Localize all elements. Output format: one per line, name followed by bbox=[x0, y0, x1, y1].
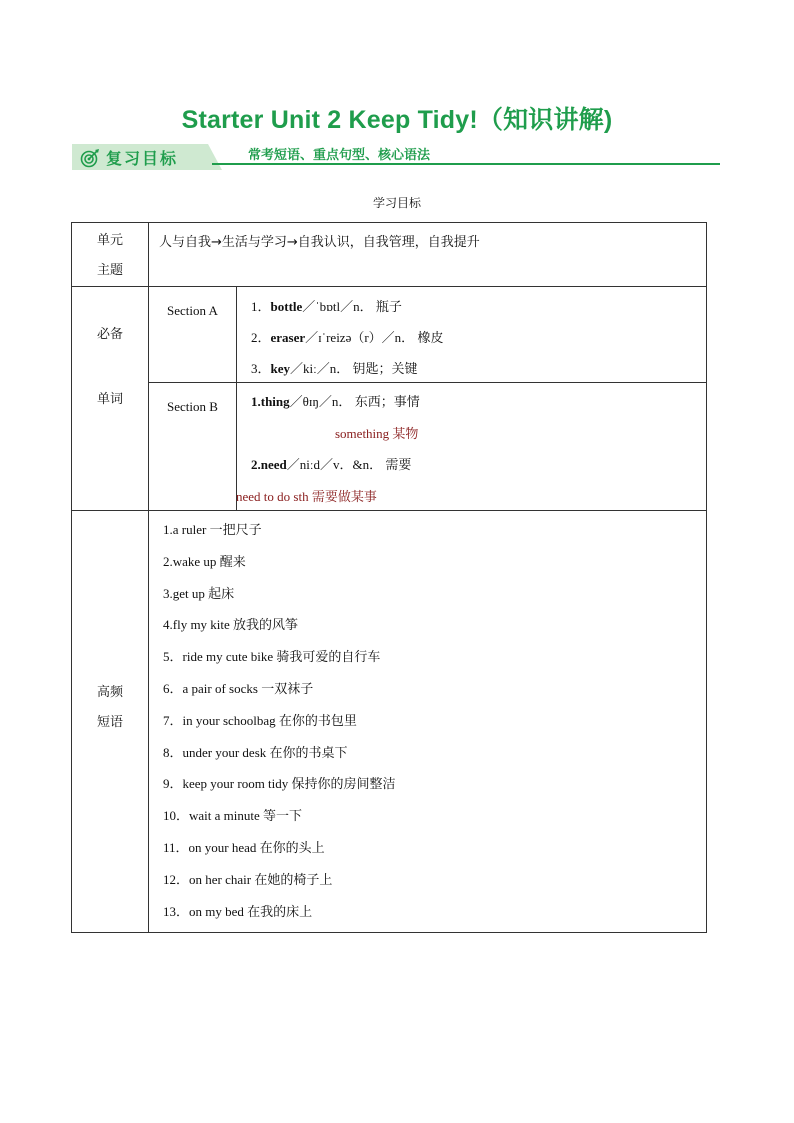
phrase-item: 2.wake up 醒来 bbox=[163, 553, 246, 570]
phrase-item: 12．on her chair 在她的椅子上 bbox=[163, 871, 333, 888]
word-entry-eraser: 2．eraser／ɪˈreizə（r）／n． 橡皮 bbox=[251, 330, 444, 346]
theme-text: 人与自我→生活与学习→自我认识，自我管理，自我提升 bbox=[149, 223, 707, 287]
banner-divider bbox=[212, 163, 720, 165]
section-a-row bbox=[72, 287, 707, 383]
phrase-item: 3.get up 起床 bbox=[163, 585, 235, 602]
phrase-item: 1.a ruler 一把尺子 bbox=[163, 522, 262, 538]
page-title: Starter Unit 2 Keep Tidy!（知识讲解) bbox=[181, 106, 613, 134]
table-caption: 学习目标 bbox=[372, 196, 421, 210]
phrases-row bbox=[72, 511, 707, 933]
word-entry-need: 2.need／niːd／v．&n． 需要 bbox=[251, 457, 412, 473]
theme-label-line1: 单元 bbox=[96, 233, 123, 248]
section-a-words bbox=[237, 287, 707, 383]
words-label-part2: 单词 bbox=[96, 391, 123, 407]
review-goals-banner bbox=[72, 144, 720, 172]
learning-goals-table bbox=[71, 222, 707, 933]
extra-need-to-do-sth: need to do sth 需要做某事 bbox=[236, 489, 377, 505]
phrases-list bbox=[149, 511, 707, 933]
phrases-label-line2: 短语 bbox=[96, 714, 123, 730]
extra-something: something 某物 bbox=[335, 426, 419, 442]
theme-label-cell bbox=[72, 223, 149, 287]
phrase-item: 9．keep your room tidy 保持你的房间整洁 bbox=[163, 776, 396, 793]
phrases-label-cell bbox=[72, 511, 149, 933]
phrase-item: 6．a pair of socks 一双袜子 bbox=[163, 680, 314, 697]
section-b-label: Section B bbox=[149, 383, 237, 511]
words-label-bottom bbox=[72, 383, 149, 511]
banner-label: 复习目标 bbox=[106, 149, 179, 168]
phrase-item: 4.fly my kite 放我的风筝 bbox=[163, 617, 299, 634]
phrase-item: 10．wait a minute 等一下 bbox=[163, 808, 303, 825]
words-label-part1: 必备 bbox=[96, 326, 123, 342]
section-a-label: Section A bbox=[149, 287, 237, 383]
phrase-item: 11．on your head 在你的头上 bbox=[163, 839, 325, 856]
phrase-item: 13．on my bed 在我的床上 bbox=[163, 903, 313, 920]
target-icon bbox=[80, 148, 100, 168]
word-entry-thing: 1.thing／θɪŋ／n． 东西；事情 bbox=[251, 394, 420, 410]
word-entry-key: 3．key／kiː／n． 钥匙；关键 bbox=[251, 361, 418, 377]
theme-row bbox=[72, 223, 707, 287]
phrase-item: 8．under your desk 在你的书桌下 bbox=[163, 744, 348, 761]
word-entry-bottle: 1．bottle／ˈbɒtl／n． 瓶子 bbox=[251, 299, 402, 315]
section-b-row bbox=[72, 383, 707, 511]
banner-subtitle: 常考短语、重点句型、核心语法 bbox=[248, 148, 431, 163]
phrase-item: 7．in your schoolbag 在你的书包里 bbox=[163, 712, 357, 729]
words-label-top bbox=[72, 287, 149, 383]
theme-label-line2: 主题 bbox=[96, 263, 123, 278]
phrases-label-line1: 高频 bbox=[96, 684, 123, 700]
section-b-words bbox=[237, 383, 707, 511]
phrase-item: 5．ride my cute bike 骑我可爱的自行车 bbox=[163, 649, 381, 666]
